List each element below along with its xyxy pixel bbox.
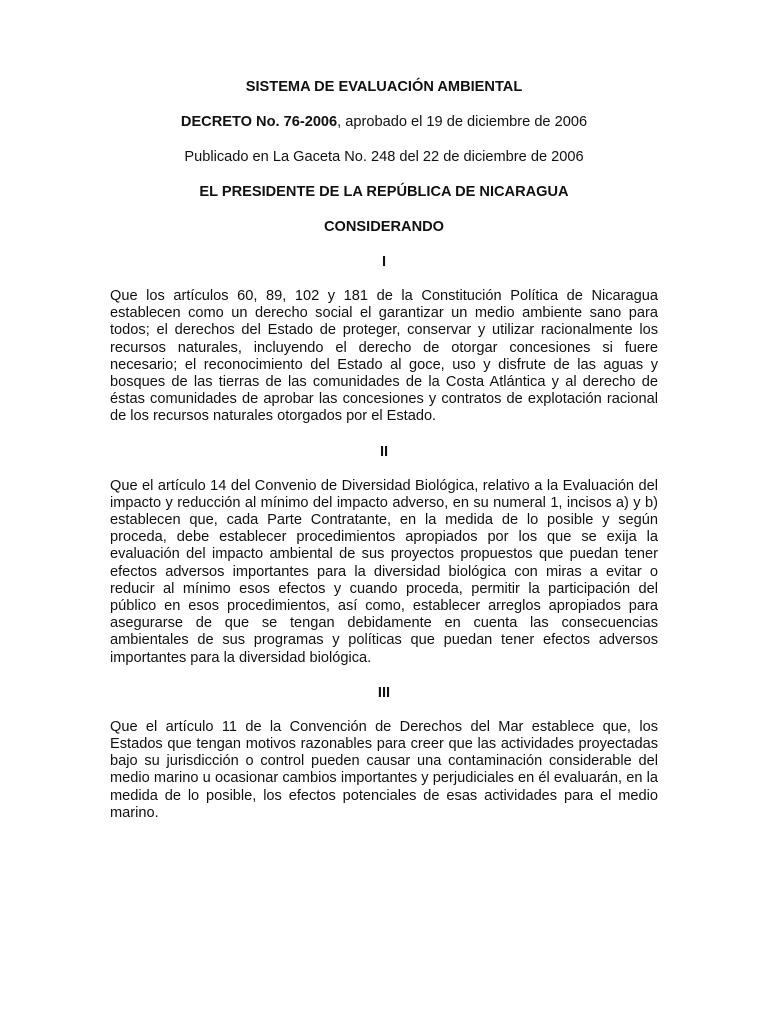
publication-line: Publicado en La Gaceta No. 248 del 22 de diciembre de 2006 (184, 149, 584, 165)
document-page (110, 78, 658, 822)
section-paragraph-1: Que los artículos 60, 89, 102 y 181 de la Constitución Política de Nicaragua establecen como un derecho social el garantizar un medio ambiente sano para todos; el derechos del Estado de proteger, conservar y utilizar racionalmente los recursos naturales, incluyendo el derecho de otorgar concesiones si fuere necesario; el reconocimiento del Estado al goce, uso y disfrute de las aguas y bosques de las tierras de las comunidades de la Costa Atlántica y al derecho de éstas comunidades de aprobar las concesiones y contratos de explotación racional de los recursos naturales otorgados por el Estado. (110, 288, 658, 425)
authority-heading: EL PRESIDENTE DE LA REPÚBLICA DE NICARAGUA (199, 184, 569, 200)
considering-heading: CONSIDERANDO (324, 219, 444, 235)
section-paragraph-2: Que el artículo 14 del Convenio de Diversidad Biológica, relativo a la Evaluación del impacto y reducción al mínimo del impacto adverso, en su numeral 1, incisos a) y b) establecen que, cada Parte Contratante, en la medida de lo posible y según proceda, debe establecer procedimientos apropiados por los que se exija la evaluación del impacto ambiental de sus proyectos propuestos que puedan tener efectos adversos importantes para la diversidad biológica con miras a evitar o reducir al mínimo esos efectos y cuando proceda, permitir la participación del público en esos procedimientos, así como, establecer arreglos apropiados para asegurarse de que se tengan debidamente en cuenta las consecuencias ambientales de sus programas y políticas que puedan tener efectos adversos importantes para la diversidad biológica. (110, 477, 658, 666)
decree-approval: , aprobado el 19 de diciembre de 2006 (337, 114, 588, 130)
section-paragraph-3: Que el artículo 11 de la Convención de Derechos del Mar establece que, los Estados que tengan motivos razonables para creer que las actividades proyectadas bajo su jurisdicción o control pueden causar una contaminación considerable del medio marino u ocasionar cambios importantes y perjudiciales en él evaluarán, en la medida de lo posible, los efectos potenciales de esas actividades para el medio marino. (110, 718, 658, 821)
section-numeral-1: I (381, 254, 387, 270)
decree-number: DECRETO No. 76-2006 (180, 114, 338, 130)
document-title: SISTEMA DE EVALUACIÓN AMBIENTAL (245, 79, 523, 95)
section-numeral-3: III (377, 684, 391, 701)
section-numeral-2: II (379, 443, 389, 460)
decree-line (110, 113, 658, 131)
